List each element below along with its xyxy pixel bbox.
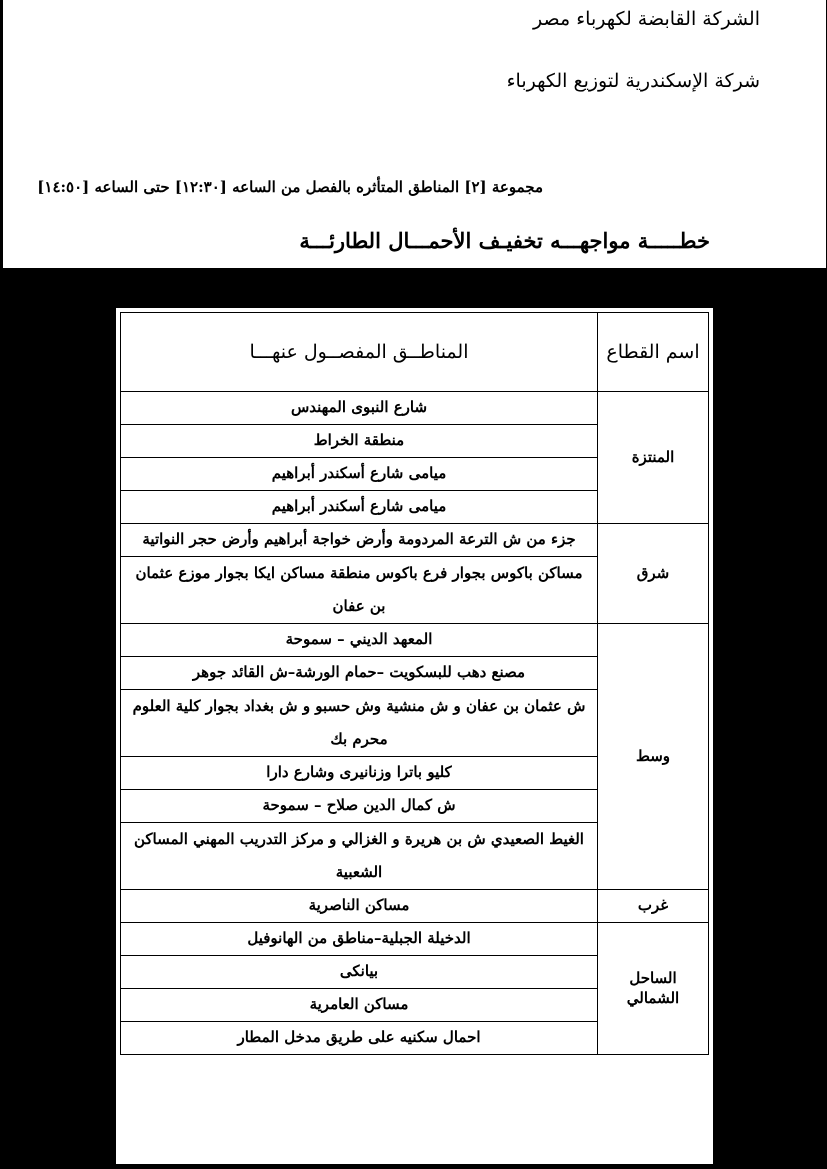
area-cell: ش كمال الدين صلاح – سموحة [121, 790, 598, 823]
area-cell: كليو باترا وزنانيرى وشارع دارا [121, 757, 598, 790]
area-cell: المعهد الديني – سموحة [121, 624, 598, 657]
area-cell: الدخيلة الجبلية–مناطق من الهانوفيل [121, 923, 598, 956]
area-cell: جزء من ش الترعة المردومة وأرض خواجة أبراهيم وأرض حجر النواتية [121, 524, 598, 557]
sector-cell-west: غرب [598, 890, 709, 923]
table-header-row [121, 313, 709, 392]
table-row [121, 524, 709, 557]
group-schedule-text: مجموعة [٢] المناطق المتأثره بالفصل من الساعه [١٢:٣٠] حتى الساعه [١٤:٥٠] [37, 178, 543, 196]
holding-company-name: الشركة القابضة لكهرباء مصر [533, 8, 760, 30]
sector-column-header: اسم القطاع [598, 313, 709, 392]
sector-cell-middle: وسط [598, 624, 709, 890]
area-cell: ميامى شارع أسكندر أبراهيم [121, 491, 598, 524]
sector-cell-montazah: المنتزة [598, 392, 709, 524]
areas-table [120, 312, 709, 1055]
area-cell: الغيط الصعيدي ش بن هريرة و الغزالي و مركز التدريب المهني المساكن الشعبية [121, 823, 598, 890]
table-row [121, 392, 709, 425]
distribution-company-name: شركة الإسكندرية لتوزيع الكهرباء [506, 70, 760, 92]
table-row [121, 923, 709, 956]
sector-cell-east: شرق [598, 524, 709, 624]
area-cell: شارع النبوى المهندس [121, 392, 598, 425]
group-schedule-line [3, 178, 826, 196]
area-cell: احمال سكنيه على طريق مدخل المطار [121, 1022, 598, 1055]
area-cell: ميامى شارع أسكندر أبراهيم [121, 458, 598, 491]
area-cell: بيانكى [121, 956, 598, 989]
area-cell: مساكن الناصرية [121, 890, 598, 923]
area-cell: ش عثمان بن عفان و ش منشية وش حسبو و ش بغداد بجوار كلية العلوم محرم بك [121, 690, 598, 757]
sector-cell-north-coast: الساحل الشمالي [598, 923, 709, 1055]
area-cell: منطقة الخراط [121, 425, 598, 458]
areas-column-header: المناطــق المفصــول عنهـــا [121, 313, 598, 392]
area-cell: مساكن العامرية [121, 989, 598, 1022]
areas-table-frame [114, 306, 715, 1166]
document-header [3, 0, 826, 268]
table-row [121, 890, 709, 923]
table-row [121, 624, 709, 657]
area-cell: مساكن باكوس بجوار فرع باكوس منطقة مساكن ايكا بجوار موزع عثمان بن عفان [121, 557, 598, 624]
area-cell: مصنع دهب للبسكويت –حمام الورشة–ش القائد جوهر [121, 657, 598, 690]
plan-title: خطـــــة مواجهـــه تخفيـف الأحمـــال الطارئـــة [299, 228, 710, 253]
